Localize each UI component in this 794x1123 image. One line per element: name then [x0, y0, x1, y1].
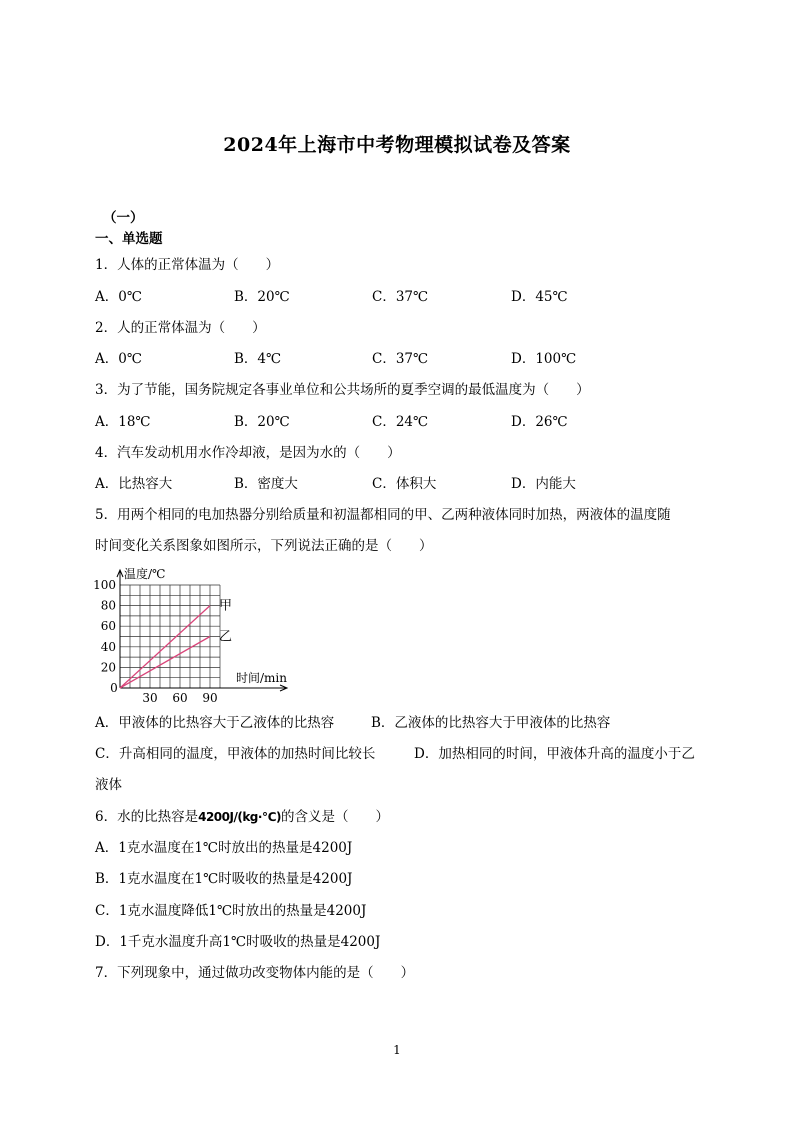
question-4-option-d[interactable]: D．内能大 — [511, 476, 576, 492]
question-1-stem: 1．人体的正常体温为（ ） — [95, 257, 280, 273]
x-tick-label: 60 — [172, 691, 188, 702]
question-5-option-a[interactable]: A．甲液体的比热容大于乙液体的比热容 — [95, 715, 335, 731]
section-heading: 一、单选题 — [95, 231, 163, 247]
question-6-stem-prefix: 6．水的比热容是 — [95, 809, 199, 825]
part-heading: （一） — [103, 210, 144, 226]
question-5-option-d-continued: 液体 — [95, 777, 122, 793]
specific-heat-formula: 4200J/(kg·℃) — [198, 810, 281, 824]
question-6-option-a[interactable]: A．1克水温度在1℃时放出的热量是4200J — [95, 840, 353, 856]
question-4-option-c[interactable]: C．体积大 — [372, 476, 437, 492]
question-3-option-a[interactable]: A．18℃ — [95, 414, 151, 430]
chart-grid — [120, 585, 220, 688]
question-2-option-c[interactable]: C．37℃ — [372, 351, 429, 367]
question-4-stem: 4．汽车发动机用水作冷却液，是因为水的（ ） — [95, 445, 401, 461]
question-2-stem: 2．人的正常体温为（ ） — [95, 320, 266, 336]
question-3-option-b[interactable]: B．20℃ — [234, 414, 290, 430]
question-3-option-d[interactable]: D．26℃ — [511, 414, 568, 430]
x-axis-label: 时间/min — [236, 671, 287, 685]
question-1-option-d[interactable]: D．45℃ — [511, 289, 568, 305]
question-1-option-a[interactable]: A．0℃ — [95, 289, 142, 305]
x-tick-label: 30 — [142, 691, 158, 702]
question-2-option-a[interactable]: A．0℃ — [95, 351, 142, 367]
question-5-option-d[interactable]: D．加热相同的时间，甲液体升高的温度小于乙 — [414, 746, 695, 762]
question-7-stem: 7．下列现象中，通过做功改变物体内能的是（ ） — [95, 965, 415, 981]
y-tick-label: 60 — [100, 619, 116, 634]
question-5-option-b[interactable]: B．乙液体的比热容大于甲液体的比热容 — [371, 715, 611, 731]
series-line-yi — [120, 637, 210, 689]
page-title: 2024年上海市中考物理模拟试卷及答案 — [223, 134, 571, 156]
question-1-option-b[interactable]: B．20℃ — [234, 289, 290, 305]
question-6-option-b[interactable]: B．1克水温度在1℃时吸收的热量是4200J — [95, 871, 353, 887]
question-3-option-c[interactable]: C．24℃ — [372, 414, 429, 430]
question-6-stem — [95, 805, 389, 825]
question-3-stem: 3．为了节能，国务院规定各事业单位和公共场所的夏季空调的最低温度为（ ） — [95, 382, 590, 398]
y-tick-label: 80 — [100, 598, 116, 613]
question-4-option-b[interactable]: B．密度大 — [234, 476, 298, 492]
series-label-jia: 甲 — [219, 598, 233, 614]
page-number: 1 — [393, 1043, 401, 1057]
question-6-option-c[interactable]: C．1克水温度降低1℃时放出的热量是4200J — [95, 903, 367, 919]
origin-label: 0 — [110, 681, 118, 695]
question-1-option-c[interactable]: C．37℃ — [372, 289, 429, 305]
question-5-option-c[interactable]: C．升高相同的温度，甲液体的加热时间比较长 — [95, 746, 376, 762]
question-2-option-b[interactable]: B．4℃ — [234, 351, 282, 367]
y-tick-label: 20 — [100, 660, 116, 675]
y-tick-label: 40 — [100, 639, 116, 654]
question-4-option-a[interactable]: A．比热容大 — [95, 476, 173, 492]
x-tick-label: 90 — [202, 691, 218, 702]
y-tick-label: 100 — [93, 578, 116, 592]
series-label-yi: 乙 — [219, 629, 233, 645]
question-6-stem-suffix: 的含义是（ ） — [280, 809, 389, 825]
question-5-stem-line-1: 5．用两个相同的电加热器分别给质量和初温都相同的甲、乙两种液体同时加热，两液体的温度随 — [95, 507, 671, 523]
y-axis-label: 温度/℃ — [124, 567, 166, 581]
question-2-option-d[interactable]: D．100℃ — [511, 351, 577, 367]
question-5-stem-line-2: 时间变化关系图象如图所示，下列说法正确的是（ ） — [95, 538, 433, 554]
question-6-option-d[interactable]: D．1千克水温度升高1℃时吸收的热量是4200J — [95, 934, 381, 950]
temperature-time-chart — [90, 560, 310, 702]
